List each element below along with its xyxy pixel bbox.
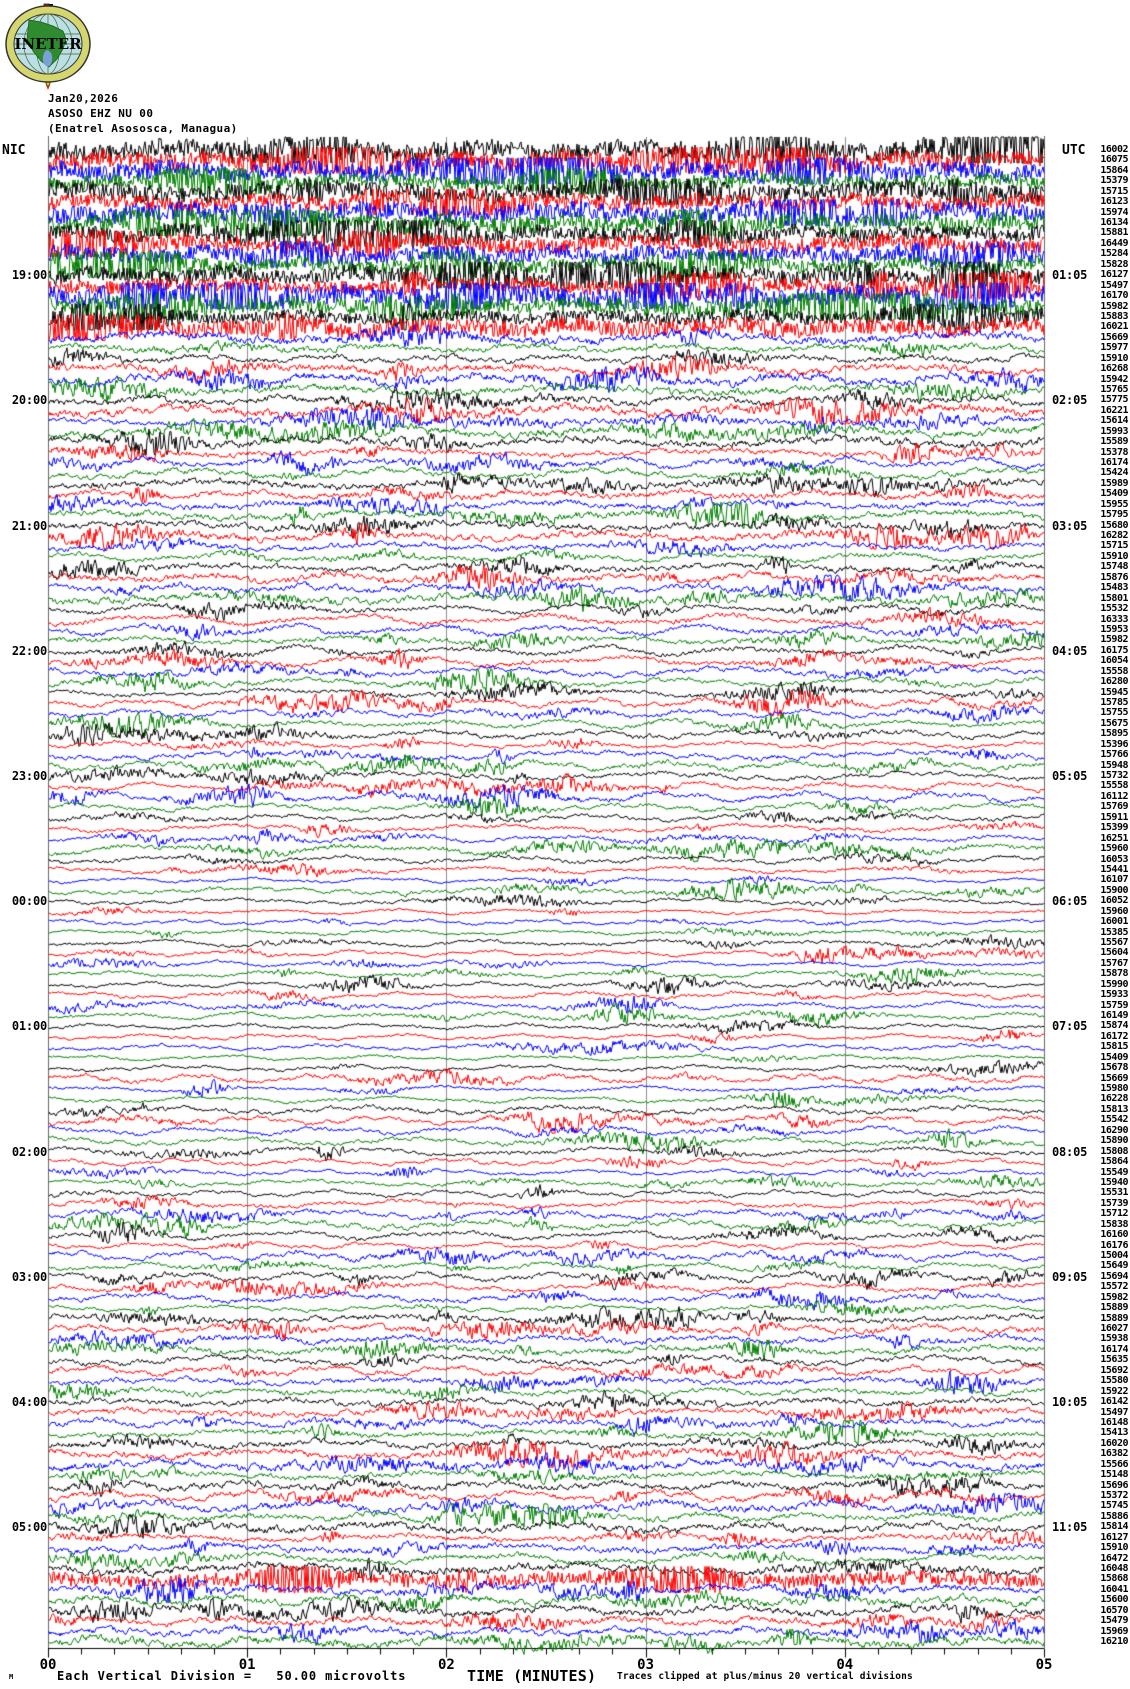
trace-value: 15712 <box>1100 1208 1128 1220</box>
trace-value: 15838 <box>1100 1218 1128 1230</box>
left-hour-label: 21:00 <box>11 518 47 533</box>
trace-value: 16290 <box>1100 1124 1128 1136</box>
right-hour-label: 04:05 <box>1052 643 1088 658</box>
trace-value: 15413 <box>1100 1427 1128 1439</box>
trace-value: 15948 <box>1100 759 1128 771</box>
trace-value: 16001 <box>1100 916 1128 928</box>
trace-value: 15739 <box>1100 1197 1128 1209</box>
trace-value: 16142 <box>1100 1396 1128 1408</box>
left-hour-label: 00:00 <box>11 894 47 909</box>
trace-value: 15868 <box>1100 1573 1128 1585</box>
left-hour-label: 19:00 <box>11 268 47 283</box>
trace-value: 15785 <box>1100 697 1128 708</box>
trace-value: 16048 <box>1100 1563 1128 1575</box>
trace-value: 15372 <box>1100 1489 1128 1501</box>
trace-value: 15635 <box>1100 1354 1128 1366</box>
x-tick-label: 00 <box>39 1657 57 1673</box>
trace-value: 16134 <box>1100 217 1128 229</box>
trace-value: 15604 <box>1100 947 1128 959</box>
trace-value: 15715 <box>1100 540 1128 552</box>
trace-value: 15745 <box>1100 1500 1128 1512</box>
right-hour-label: 10:05 <box>1052 1395 1088 1410</box>
left-timezone-label: NIC <box>2 143 26 158</box>
trace-value: 15795 <box>1100 509 1128 521</box>
trace-value: 15942 <box>1100 373 1128 385</box>
trace-value: 15801 <box>1100 592 1128 604</box>
trace-value: 15649 <box>1100 1260 1128 1272</box>
trace-value: 16027 <box>1100 1323 1128 1335</box>
trace-value: 15910 <box>1100 550 1128 562</box>
trace-value: 16210 <box>1100 1636 1128 1648</box>
right-hour-label: 01:05 <box>1052 268 1088 283</box>
left-hour-label: 20:00 <box>11 393 47 408</box>
trace-value: 16127 <box>1100 269 1128 281</box>
right-hour-label: 08:05 <box>1052 1144 1088 1159</box>
trace-value: 15960 <box>1100 843 1128 855</box>
trace-value: 16174 <box>1100 457 1128 469</box>
trace-value: 16570 <box>1100 1604 1128 1616</box>
x-tick-label: 01 <box>238 1657 256 1673</box>
trace-value: 16251 <box>1100 832 1128 844</box>
trace-value: 15694 <box>1100 1270 1128 1282</box>
trace-value: 15696 <box>1100 1479 1128 1491</box>
trace-value: 15566 <box>1100 1458 1128 1470</box>
trace-value: 16075 <box>1100 154 1128 166</box>
trace-value: 16160 <box>1100 1229 1128 1241</box>
trace-value: 16176 <box>1100 1239 1128 1251</box>
trace-value: 16280 <box>1100 676 1128 688</box>
trace-value: 15922 <box>1100 1385 1128 1397</box>
trace-value: 15589 <box>1100 436 1128 448</box>
trace-value: 15558 <box>1100 780 1128 792</box>
right-hour-label: 05:05 <box>1052 769 1088 784</box>
trace-value: 15532 <box>1100 603 1128 615</box>
trace-value: 16221 <box>1100 404 1128 416</box>
trace-value: 15385 <box>1100 926 1128 938</box>
scale-glyph: M <box>9 1673 14 1681</box>
x-axis-title: TIME (MINUTES) <box>467 1667 597 1685</box>
clipping-note: Traces clipped at plus/minus 20 vertical divisions <box>617 1671 913 1682</box>
trace-value: 15955 <box>1100 498 1128 510</box>
trace-value: 16333 <box>1100 613 1128 625</box>
trace-value: 15396 <box>1100 738 1128 750</box>
trace-value: 15715 <box>1100 185 1128 197</box>
left-hour-label: 04:00 <box>11 1395 47 1410</box>
trace-value: 16112 <box>1100 790 1128 802</box>
trace-value: 15409 <box>1100 488 1128 500</box>
trace-value: 15580 <box>1100 1375 1128 1387</box>
trace-value: 15542 <box>1100 1114 1128 1126</box>
trace-value: 15895 <box>1100 728 1128 740</box>
x-tick-label: 05 <box>1035 1657 1053 1673</box>
x-tick-label: 03 <box>637 1657 655 1673</box>
trace-value: 15379 <box>1100 175 1128 187</box>
trace-value: 15808 <box>1100 1145 1128 1157</box>
trace-value: 15864 <box>1100 164 1128 176</box>
trace-value: 15815 <box>1100 1041 1128 1053</box>
trace-value: 15876 <box>1100 571 1128 583</box>
trace-value: 15441 <box>1100 863 1128 875</box>
trace-value: 15549 <box>1100 1166 1128 1178</box>
trace-value: 15678 <box>1100 1062 1128 1074</box>
trace-value: 15886 <box>1100 1510 1128 1522</box>
trace-value: 15864 <box>1100 1156 1128 1168</box>
right-hour-label: 09:05 <box>1052 1269 1088 1284</box>
trace-value: 15769 <box>1100 801 1128 813</box>
trace-value: 15982 <box>1100 300 1128 312</box>
trace-value: 15960 <box>1100 905 1128 917</box>
trace-value: 15409 <box>1100 1051 1128 1063</box>
trace-value: 15969 <box>1100 1625 1128 1637</box>
x-tick-label: 02 <box>437 1657 455 1673</box>
trace-value: 16021 <box>1100 321 1128 333</box>
trace-value: 15497 <box>1100 1406 1128 1418</box>
trace-value: 15933 <box>1100 989 1128 1001</box>
trace-value: 15889 <box>1100 1312 1128 1324</box>
trace-value: 16268 <box>1100 363 1128 375</box>
trace-value: 15675 <box>1100 717 1128 729</box>
trace-value: 16053 <box>1100 853 1128 865</box>
header-station: ASOSO EHZ NU 00 <box>48 107 154 120</box>
trace-value: 16174 <box>1100 1343 1128 1355</box>
right-hour-label: 06:05 <box>1052 894 1088 909</box>
trace-value: 15755 <box>1100 707 1128 719</box>
trace-value: 15878 <box>1100 968 1128 980</box>
trace-value: 15669 <box>1100 1072 1128 1084</box>
trace-value: 15692 <box>1100 1364 1128 1376</box>
trace-value: 15883 <box>1100 310 1128 322</box>
x-tick-label: 04 <box>836 1657 854 1673</box>
trace-value: 15748 <box>1100 561 1128 573</box>
trace-value: 15424 <box>1100 467 1128 479</box>
trace-value: 15990 <box>1100 978 1128 990</box>
left-hour-label: 22:00 <box>11 643 47 658</box>
trace-value: 15993 <box>1100 425 1128 437</box>
trace-value: 15148 <box>1100 1469 1128 1481</box>
left-hour-label: 23:00 <box>11 769 47 784</box>
trace-value: 15558 <box>1100 665 1128 677</box>
trace-value: 15940 <box>1100 1176 1128 1188</box>
trace-value: 15572 <box>1100 1281 1128 1293</box>
trace-value: 15814 <box>1100 1521 1128 1533</box>
trace-value: 16054 <box>1100 655 1128 667</box>
logo-text: INETER <box>14 35 82 53</box>
trace-value: 15284 <box>1100 248 1128 260</box>
vertical-division-note: Each Vertical Division = 50.00 microvolts <box>57 1669 407 1683</box>
trace-value: 15767 <box>1100 957 1128 969</box>
trace-value: 16449 <box>1100 237 1128 249</box>
trace-value: 16228 <box>1100 1093 1128 1105</box>
trace-value: 15759 <box>1100 999 1128 1011</box>
trace-value: 15378 <box>1100 446 1128 458</box>
trace-value: 16172 <box>1100 1030 1128 1042</box>
trace-value: 15900 <box>1100 884 1128 896</box>
trace-value: 16149 <box>1100 1010 1128 1022</box>
trace-value: 15974 <box>1100 206 1128 218</box>
trace-value: 15483 <box>1100 582 1128 594</box>
left-hour-label: 02:00 <box>11 1144 47 1159</box>
trace-value: 15938 <box>1100 1333 1128 1345</box>
trace-value: 16052 <box>1100 895 1128 907</box>
trace-value: 15945 <box>1100 686 1128 698</box>
trace-value: 15765 <box>1100 383 1128 395</box>
trace-value: 16127 <box>1100 1531 1128 1543</box>
trace-value: 15567 <box>1100 936 1128 948</box>
trace-value: 15890 <box>1100 1135 1128 1147</box>
right-hour-label: 07:05 <box>1052 1019 1088 1034</box>
trace-value: 15669 <box>1100 331 1128 343</box>
trace-value: 16472 <box>1100 1552 1128 1564</box>
trace-value: 15982 <box>1100 1291 1128 1303</box>
trace-value: 15977 <box>1100 342 1128 354</box>
trace-value: 16148 <box>1100 1416 1128 1428</box>
trace-value: 16020 <box>1100 1437 1128 1449</box>
trace-value: 16041 <box>1100 1583 1128 1595</box>
trace-value: 15989 <box>1100 477 1128 489</box>
header-location: (Enatrel Asososca, Managua) <box>48 122 238 135</box>
trace-value: 16002 <box>1100 144 1128 155</box>
trace-value: 15813 <box>1100 1103 1128 1115</box>
left-hour-label: 05:00 <box>11 1520 47 1535</box>
trace-value: 15910 <box>1100 1542 1128 1554</box>
header-date: Jan20,2026 <box>48 92 119 105</box>
trace-value: 15982 <box>1100 634 1128 646</box>
trace-value: 15600 <box>1100 1594 1128 1606</box>
trace-value: 15680 <box>1100 519 1128 531</box>
right-timezone-label: UTC <box>1062 143 1086 158</box>
trace-value: 16123 <box>1100 196 1128 208</box>
trace-value: 15732 <box>1100 770 1128 782</box>
right-hour-label: 02:05 <box>1052 393 1088 408</box>
trace-value: 16382 <box>1100 1448 1128 1460</box>
trace-value: 15004 <box>1100 1250 1128 1261</box>
ineter-logo <box>3 2 93 90</box>
trace-value: 15874 <box>1100 1020 1128 1032</box>
right-hour-label: 11:05 <box>1052 1520 1088 1535</box>
right-hour-label: 03:05 <box>1052 518 1088 533</box>
left-hour-label: 03:00 <box>11 1269 47 1284</box>
trace-value: 15399 <box>1100 822 1128 834</box>
trace-value: 15911 <box>1100 811 1128 823</box>
trace-value: 15766 <box>1100 749 1128 761</box>
trace-value: 15980 <box>1100 1083 1128 1095</box>
trace-value: 15881 <box>1100 227 1128 239</box>
trace-value: 15889 <box>1100 1302 1128 1314</box>
trace-value: 16282 <box>1100 530 1128 542</box>
trace-value: 15828 <box>1100 258 1128 270</box>
trace-value: 15775 <box>1100 394 1128 406</box>
trace-value: 16107 <box>1100 874 1128 886</box>
trace-value: 15497 <box>1100 279 1128 291</box>
trace-value: 15953 <box>1100 623 1128 635</box>
trace-value: 15531 <box>1100 1187 1128 1199</box>
trace-value: 15479 <box>1100 1615 1128 1627</box>
trace-value: 16175 <box>1100 644 1128 656</box>
trace-value: 16170 <box>1100 290 1128 302</box>
trace-value: 15910 <box>1100 352 1128 364</box>
left-hour-label: 01:00 <box>11 1019 47 1034</box>
trace-value: 15614 <box>1100 415 1128 427</box>
